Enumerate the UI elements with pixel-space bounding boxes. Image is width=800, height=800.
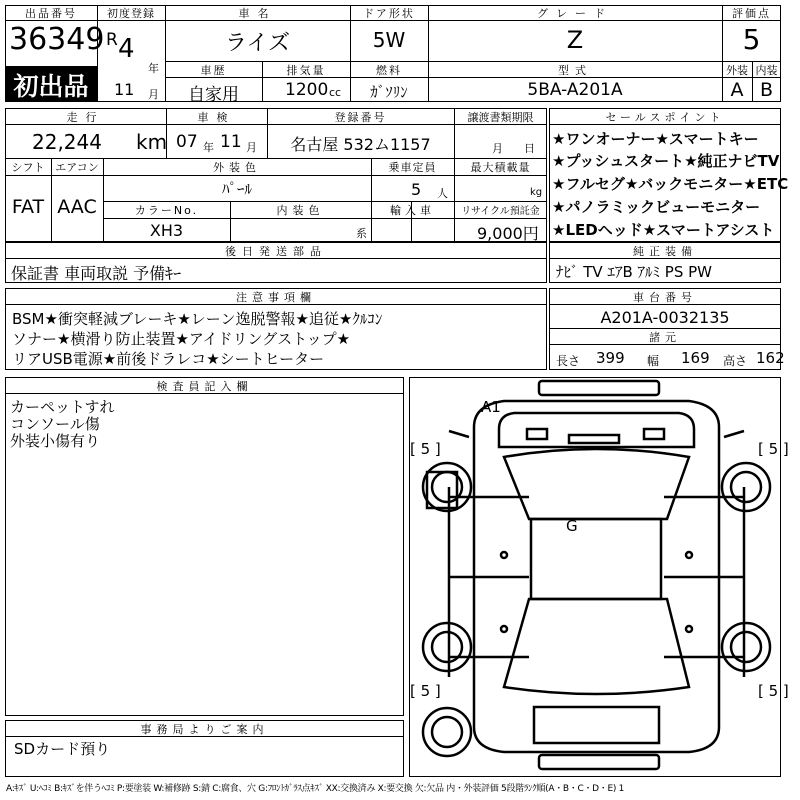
model-label: 型式 [558,64,592,77]
sales-point-line-5: ★LEDヘッド★スマートアシスト [552,221,775,239]
exterior-color-label: 外装色 [213,161,261,174]
specs-width: 169 [681,349,710,367]
interior-color-label: 内装色 [276,204,325,217]
fuel-label: 燃料 [376,64,402,77]
specs-length-label: 長さ [556,354,581,368]
transfer-label: 譲渡書類期限 [467,111,534,124]
mileage-label: 走行 [66,111,105,124]
color-no-label: カラーNo. [134,204,199,217]
recycle-label: リサイクル預託金 [461,206,540,217]
office-value: SDカード預り [14,740,111,758]
equipment-label: 純正装備 [633,245,697,258]
equipment-value: ﾅﾋﾞ TV ｴｱB ｱﾙﾐ PS PW [556,263,712,281]
lot-number: 36349 [9,22,105,57]
ext-score-label: 外装 [726,64,748,77]
inspector-label: 検査員記入欄 [156,380,253,393]
history-label: 車歴 [200,64,227,77]
first-reg-label: 初度登録 [107,7,155,20]
inspection-year-unit: 年 [203,141,214,154]
fuel-value: ｶﾞｿﾘﾝ [370,83,408,101]
door-label: ドア形状 [363,7,415,20]
chassis-value: A201A-0032135 [600,308,730,327]
notes-label: 注意事項欄 [236,291,316,304]
sales-point-line-3: ★フルセグ★バックモニター★ETC [552,175,789,193]
door-value: 5W [372,28,406,52]
first-reg-month-unit: 月 [148,88,159,101]
displacement-unit: cc [329,86,342,99]
int-score-label: 内装 [755,64,778,77]
shift-value: FAT [11,196,45,218]
notes-line-3: リアUSB電源★前後ドラレコ★シートヒーター [12,350,325,368]
exterior-color-value: ﾊﾟｰﾙ [221,180,252,198]
max-load-unit: kg [530,187,543,198]
inspection-month-unit: 月 [246,141,257,154]
first-reg-month: 11 [114,80,135,99]
sales-point-line-4: ★パノラミックビューモニター [552,198,761,216]
capacity-label: 乗車定員 [388,161,437,174]
grade-label: グレード [537,7,613,20]
int-score-value: B [759,79,774,101]
car-name-value: ライズ [224,31,291,56]
car-name-label: 車名 [238,7,277,20]
damage-mark-a1: A1 [481,398,501,416]
damage-mark-g: G [566,517,578,535]
tire-label-rear-left: [ 5 ] [410,682,441,700]
specs-length: 399 [596,349,625,367]
specs-height-label: 高さ [723,354,748,368]
office-label: 事務局よりご案内 [140,723,269,736]
history-value: 自家用 [188,85,239,105]
import-label: 輸入車 [390,204,435,217]
score-value: 5 [742,23,761,56]
capacity-value: 5 [411,180,422,199]
later-parts-value: 保証書 車両取説 予備ｷｰ [11,264,182,283]
interior-color-unit: 系 [356,227,367,240]
displacement-label: 排気量 [286,64,326,77]
specs-width-label: 幅 [647,354,660,368]
notes-line-1: BSM★衝突軽減ブレーキ★レーン逸脱警報★追従★ｸﾙｺﾝ [12,310,383,328]
aircon-label: エアコン [55,161,99,174]
shift-label: シフト [11,161,45,174]
inspector-line-1: カーペットすれ [10,398,115,416]
displacement-value: 1200 [285,80,329,100]
plate-value: 名古屋 532ム1157 [290,135,431,154]
mileage-value: 22,244 [32,130,102,154]
color-no-value: XH3 [149,221,184,240]
sales-point-line-1: ★ワンオーナー★スマートキー [552,130,759,148]
first-reg-year: 4 [118,34,135,64]
capacity-unit: 人 [437,187,448,200]
specs-label: 諸元 [649,331,681,344]
transfer-month-unit: 月 [492,142,503,155]
max-load-label: 最大積載量 [470,161,531,174]
first-reg-year-unit: 年 [148,62,159,75]
inspection-label: 車検 [197,111,236,124]
model-value: 5BA-A201A [527,80,623,100]
first-listing-text: 初出品 [13,72,89,101]
aircon-value: AAC [57,196,97,218]
transfer-day-unit: 日 [524,142,535,155]
notes-line-2: ソナー★横滑り防止装置★アイドリングストップ★ [12,330,351,348]
tire-label-front-left: [ 5 ] [410,440,441,458]
car-diagram [409,377,781,777]
inspection-year: 07 [176,132,198,152]
sales-points-label: セールスポイント [605,111,725,124]
inspector-line-2: コンソール傷 [10,415,100,433]
ext-score-value: A [730,79,744,101]
tire-label-rear-right: [ 5 ] [758,682,789,700]
specs-height: 162 [756,349,785,367]
sales-point-line-2: ★プッシュスタート★純正ナビTV [552,152,780,170]
legend-text: A:ｷｽﾞ U:ﾍｺﾐ B:ｷｽﾞを伴うﾍｺﾐ P:要塗装 W:補修跡 S:錆 C:腐食、穴 G:ﾌﾛﾝﾄｶﾞﾗｽ点ｷｽﾞ XX:交換済み X:要交換 欠:欠品 内・外装評価 5段階ﾗﾝｸ順(A・B・C・D・E) 1 [6,784,625,794]
plate-label: 登録番号 [334,111,387,124]
lot-label: 出品番号 [25,7,77,20]
recycle-value: 9,000円 [477,224,539,243]
score-label: 評価点 [732,7,771,20]
tire-label-front-right: [ 5 ] [758,440,789,458]
later-parts-label: 後日発送部品 [225,245,327,258]
first-reg-era: R [106,30,118,50]
mileage-unit: km [136,130,168,154]
chassis-label: 車台番号 [633,291,697,304]
inspection-month: 11 [220,132,242,152]
inspector-line-3: 外装小傷有り [10,432,101,450]
grade-value: Z [566,26,584,54]
